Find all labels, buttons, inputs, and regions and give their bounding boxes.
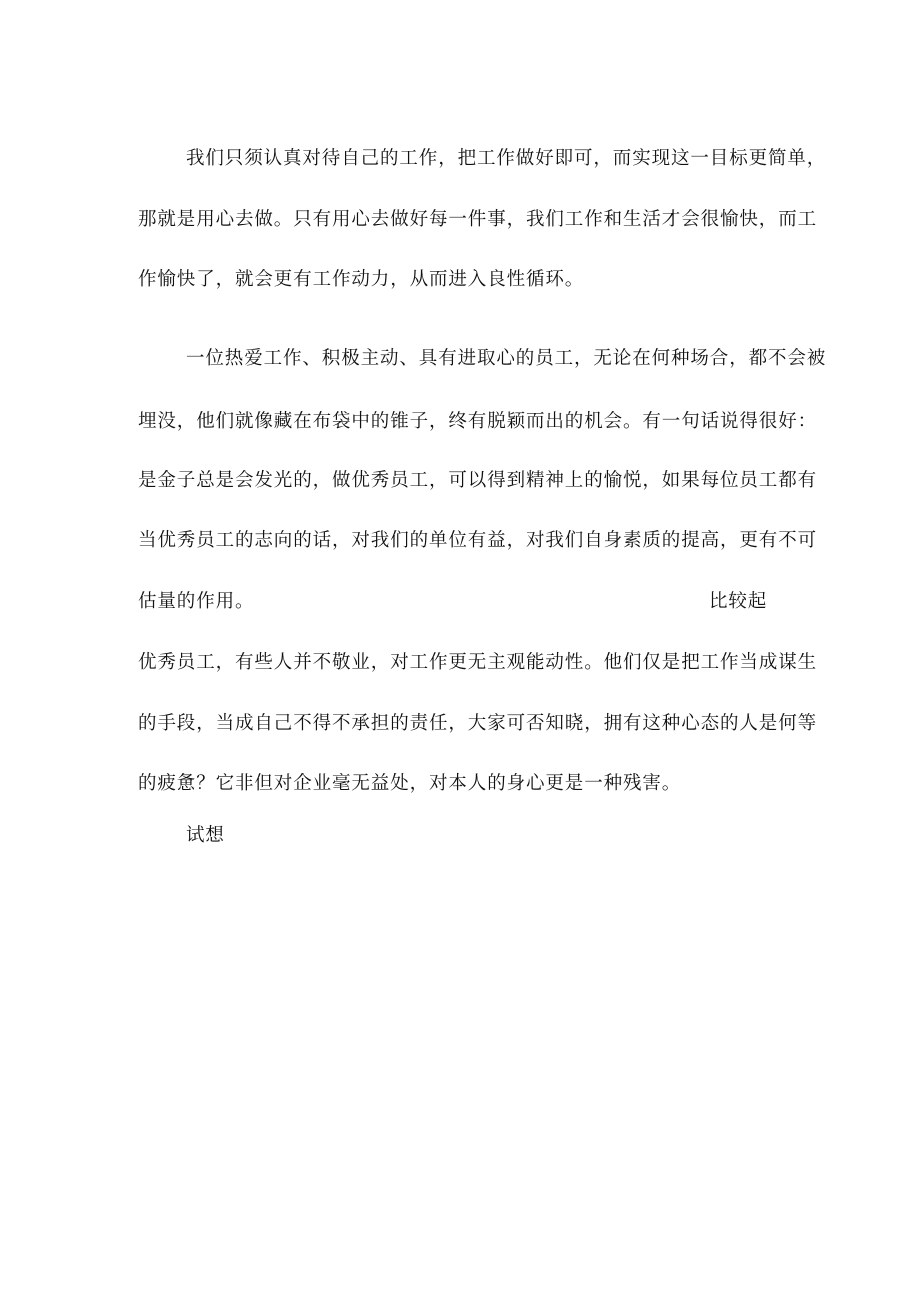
paragraph-2-line-2: 埋没，他们就像藏在布袋中的锥子，终有脱颖而出的机会。有一句话说得很好： [138, 411, 818, 432]
paragraph-1-line-3: 作愉快了，就会更有工作动力，从而进入良性循环。 [138, 269, 585, 290]
paragraph-1-line-1: 我们只须认真对待自己的工作，把工作做好即可，而实现这一目标更简单， [186, 148, 827, 169]
paragraph-3-line-2: 的手段，当成自己不得不承担的责任，大家可否知晓，拥有这种心态的人是何等 [138, 713, 818, 734]
paragraph-2-line-3: 是金子总是会发光的，做优秀员工，可以得到精神上的愉悦，如果每位员工都有 [138, 470, 818, 491]
paragraph-4-line-1: 试想 [186, 825, 225, 846]
paragraph-1-line-2: 那就是用心去做。只有用心去做好每一件事，我们工作和生活才会很愉快，而工 [138, 209, 818, 230]
paragraph-3-line-3: 的疲惫？它非但对企业毫无益处，对本人的身心更是一种残害。 [138, 773, 682, 794]
paragraph-3-lead: 比较起 [709, 591, 768, 612]
paragraph-2-line-5: 估量的作用。 [138, 591, 255, 612]
paragraph-2-line-1: 一位热爱工作、积极主动、具有进取心的员工，无论在何种场合，都不会被 [186, 348, 827, 369]
paragraph-2-line-4: 当优秀员工的志向的话，对我们的单位有益，对我们自身素质的提高，更有不可 [138, 530, 818, 551]
paragraph-3-line-1: 优秀员工，有些人并不敬业，对工作更无主观能动性。他们仅是把工作当成谋生 [138, 652, 818, 673]
